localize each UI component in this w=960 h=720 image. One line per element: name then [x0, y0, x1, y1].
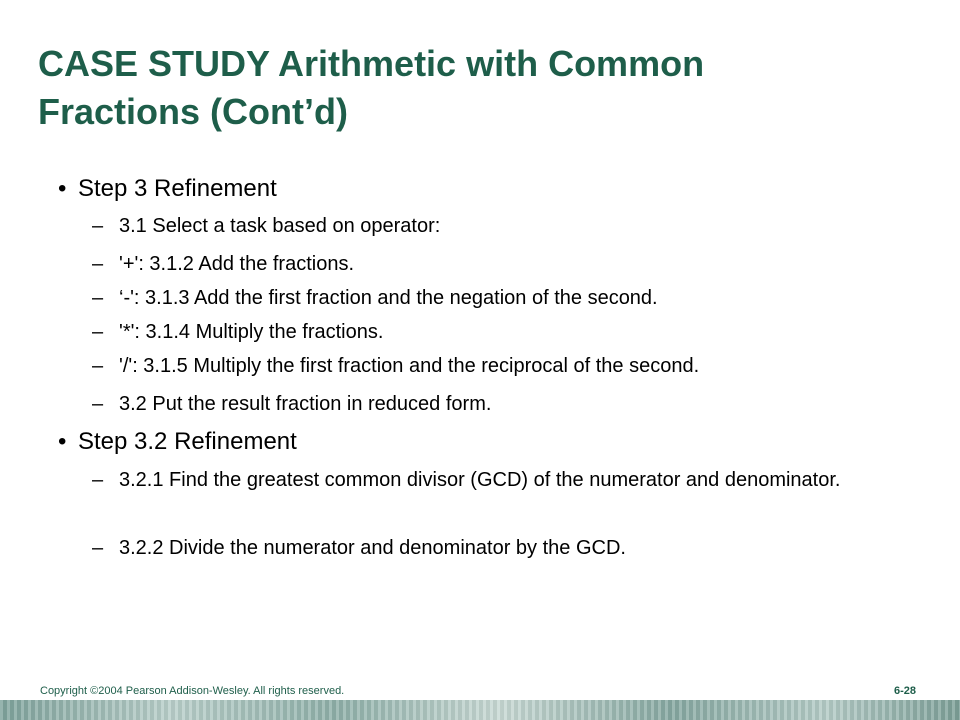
sub-item-dash: – — [92, 253, 104, 275]
sub-item-text: 3.1 Select a task based on operator: — [119, 215, 441, 237]
sub-item-dash: – — [92, 537, 104, 559]
bullet-dot: • — [58, 428, 67, 455]
sub-item-dash: – — [92, 215, 104, 237]
sub-item-dash: – — [92, 355, 104, 377]
page-number: 6-28 — [894, 685, 917, 697]
sub-item-text: ‘-': 3.1.3 Add the first fraction and the negation of the second. — [119, 287, 658, 309]
sub-item-text: '+': 3.1.2 Add the fractions. — [119, 253, 355, 275]
bullet-label: Step 3.2 Refinement — [78, 428, 297, 455]
sub-item-dash: – — [92, 287, 104, 309]
bullet-label: Step 3 Refinement — [78, 175, 277, 202]
sub-item-dash: – — [92, 469, 104, 491]
sub-item-dash: – — [92, 321, 104, 343]
sub-item-text: 3.2.1 Find the greatest common divisor (GCD) of the numerator and denominator. — [119, 469, 841, 491]
copyright-notice: Copyright ©2004 Pearson Addison-Wesley. All rights reserved. — [40, 685, 345, 697]
slide-title-line-1: CASE STUDY Arithmetic with Common — [38, 43, 705, 84]
sub-item-text: '*': 3.1.4 Multiply the fractions. — [119, 321, 384, 343]
sub-item-dash: – — [92, 393, 104, 415]
footer-decorative-bar — [0, 700, 960, 720]
sub-item-text: '/': 3.1.5 Multiply the first fraction and the reciprocal of the second. — [119, 355, 700, 377]
slide-title-line-2: Fractions (Cont’d) — [38, 91, 348, 132]
sub-item-text: 3.2.2 Divide the numerator and denominator by the GCD. — [119, 537, 626, 559]
sub-item-text: 3.2 Put the result fraction in reduced form. — [119, 393, 492, 415]
bullet-dot: • — [58, 175, 67, 202]
